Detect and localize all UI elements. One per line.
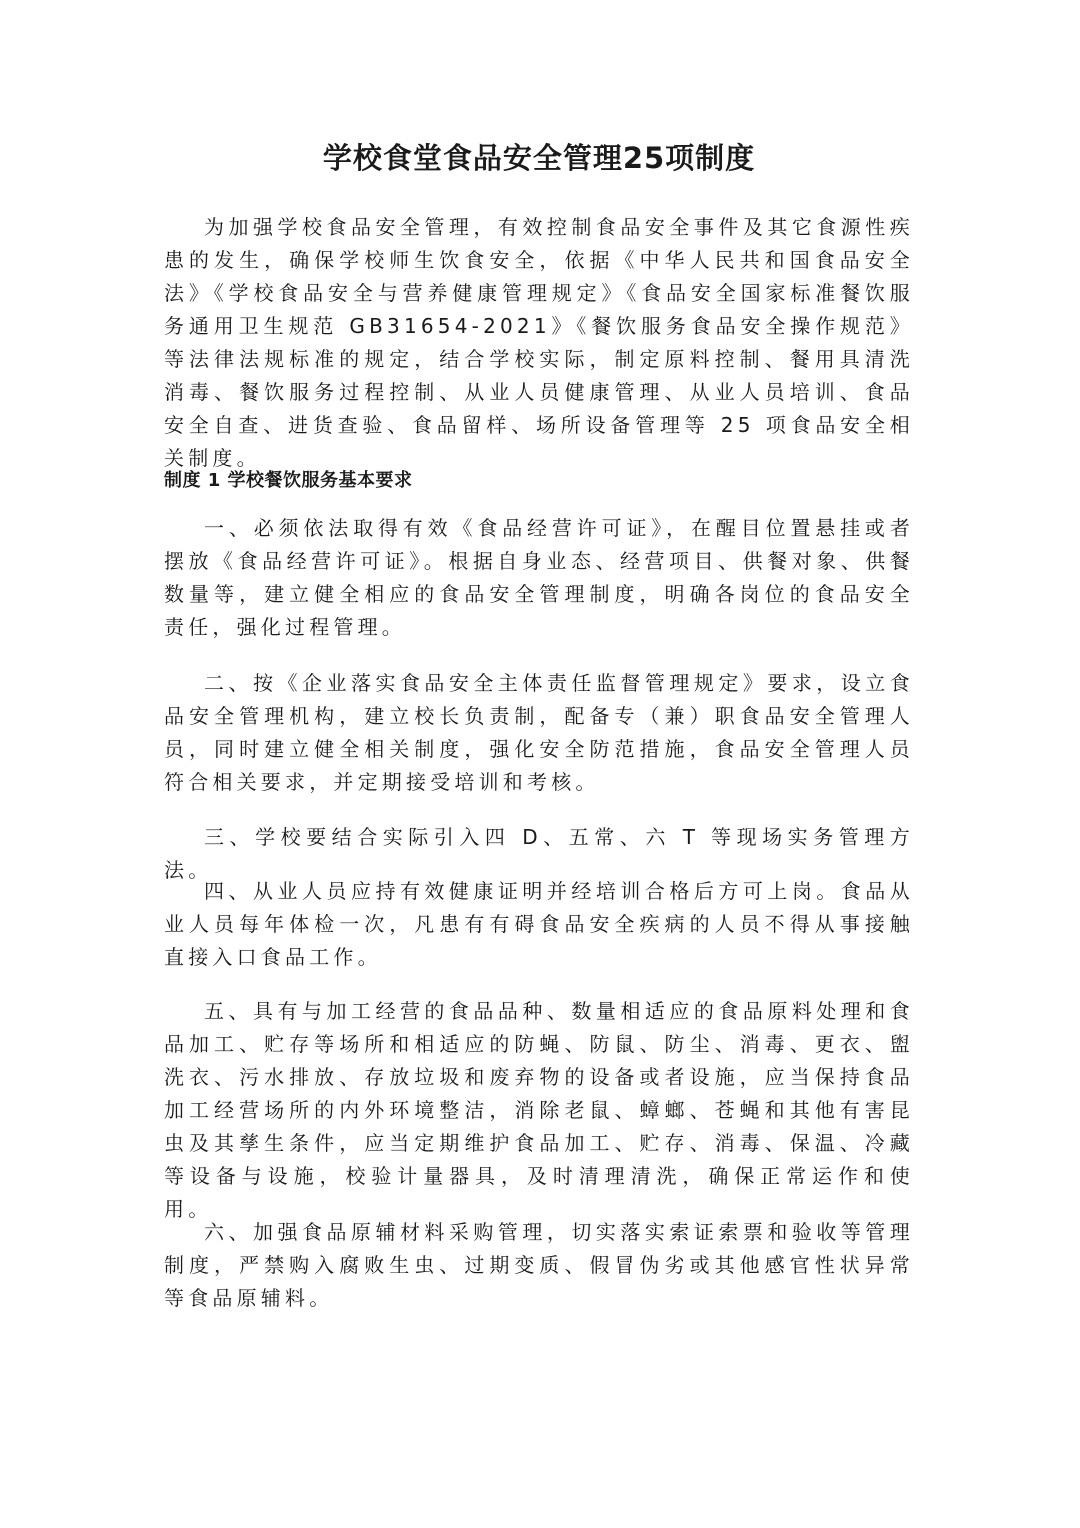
rule-paragraph-3: 三、学校要结合实际引入四 D、五常、六 T 等现场实务管理方法。 bbox=[164, 825, 914, 882]
rule-paragraph-6: 六、加强食品原辅材料采购管理，切实落实索证索票和验收等管理制度，严禁购入腐败生虫、过期变质、假冒伪劣或其他感官性状异常等食品原辅料。 bbox=[164, 1220, 914, 1310]
section-heading: 制度 1 学校餐饮服务基本要求 bbox=[164, 470, 413, 491]
rule-paragraph-1: 一、必须依法取得有效《食品经营许可证》，在醒目位置悬挂或者摆放《食品经营许可证》。根据自身业态、经营项目、供餐对象、供餐数量等，建立健全相应的食品安全管理制度，明确各岗位的食品安全责任，强化过程管理。 bbox=[164, 516, 914, 639]
rule-paragraph-4: 四、从业人员应持有效健康证明并经培训合格后方可上岗。食品从业人员每年体检一次，凡患有有碍食品安全疾病的人员不得从事接触直接入口食品工作。 bbox=[164, 879, 914, 969]
document-title: 学校食堂食品安全管理25项制度 bbox=[322, 141, 756, 175]
intro-paragraph: 为加强学校食品安全管理，有效控制食品安全事件及其它食源性疾患的发生，确保学校师生饮食安全，依据《中华人民共和国食品安全法》《学校食品安全与营养健康管理规定》《食品安全国家标准餐饮服务通用卫生规范 GB31654-2021》《餐饮服务食品安全操作规范》等法律法规标准的规定，结合学校实际，制定原料控制、餐用具清洗消毒、餐饮服务过程控制、从业人员健康管理、从业人员培训、食品安全自查、进货查验、食品留样、场所设备管理等 25 项食品安全相关制度。 bbox=[164, 215, 914, 470]
rule-paragraph-2: 二、按《企业落实食品安全主体责任监督管理规定》要求，设立食品安全管理机构，建立校长负责制，配备专（兼）职食品安全管理人员，同时建立健全相关制度，强化安全防范措施，食品安全管理人员符合相关要求，并定期接受培训和考核。 bbox=[164, 671, 914, 794]
rule-paragraph-5: 五、具有与加工经营的食品品种、数量相适应的食品原料处理和食品加工、贮存等场所和相适应的防蝇、防鼠、防尘、消毒、更衣、盥洗衣、污水排放、存放垃圾和废弃物的设备或者设施，应当保持食品加工经营场所的内外环境整洁，消除老鼠、蟑螂、苍蝇和其他有害昆虫及其孳生条件，应当定期维护食品加工、贮存、消毒、保温、冷藏等设备与设施，校验计量器具，及时清理清洗，确保正常运作和使用。 bbox=[164, 999, 914, 1221]
